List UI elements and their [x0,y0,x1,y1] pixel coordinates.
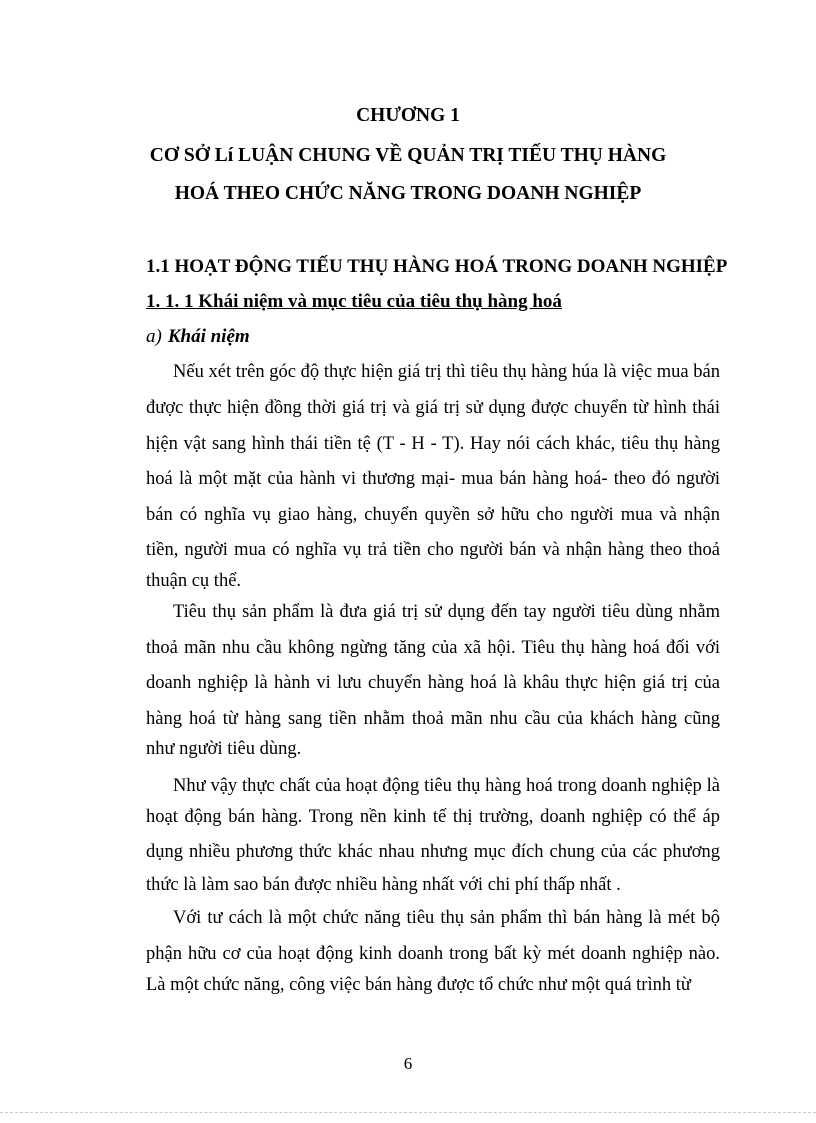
page-number: 6 [403,1054,413,1073]
item-title: Khái niệm [167,326,250,347]
chapter-title-line-2: HOÁ THEO CHỨC NĂNG TRONG DOANH NGHIỆP [174,183,642,204]
subsection-heading: 1. 1. 1 Khái niệm và mục tiêu của tiêu thụ hàng hoá [146,291,562,312]
paragraph-line: thuận cụ thể. [146,571,242,591]
paragraph-line: hoạt động bán hàng. Trong nền kinh tế thị trường, doanh nghiệp có thể áp [146,807,720,827]
paragraph-line: tiền, người mua có nghĩa vụ trả tiền cho người bán và nhận hàng theo thoả [146,540,720,560]
paragraph-line: Là một chức năng, công việc bán hàng được tổ chức như một quá trình từ [146,975,691,995]
paragraph-line: doanh nghiệp là hành vi lưu chuyển hàng hoá là khâu thực hiện giá trị của [146,673,720,693]
page-bottom-divider [0,1112,816,1113]
section-heading: 1.1 HOẠT ĐỘNG TIẾU THỤ HÀNG HOÁ TRONG DOANH NGHIỆP [146,256,728,277]
paragraph-line: hàng hoá từ hàng sang tiền nhằm thoả mãn nhu cầu của khách hàng cũng [146,709,720,729]
item-marker: a) [146,326,162,347]
paragraph-line: Nếu xét trên góc độ thực hiện giá trị thì tiêu thụ hàng húa là việc mua bán [173,362,720,382]
paragraph-line: hịện vật sang hình thái tiền tệ (T - H - T). Hay nói cách khác, tiêu thụ hàng [146,434,720,454]
paragraph-line: dụng nhiều phương thức khác nhau nhưng mục đích chung của các phương [146,842,720,862]
chapter-title-line-1: CƠ SỞ Lí LUẬN CHUNG VỀ QUẢN TRỊ TIẾU THỤ HÀNG [149,145,667,166]
item-heading [146,325,250,349]
paragraph-line: thoả mãn nhu cầu không ngừng tăng của xã hội. Tiêu thụ hàng hoá đối với [146,638,720,658]
chapter-number: CHƯƠNG 1 [356,105,460,126]
paragraph-line: hoá là một mặt của hành vi thương mại- mua bán hàng hoá- theo đó người [146,469,720,489]
paragraph-line: bán có nghĩa vụ giao hàng, chuyển quyền sở hữu cho người mua và nhận [146,505,720,525]
paragraph-line: như người tiêu dùng. [146,739,302,759]
paragraph-line: được thực hiện đồng thời giá trị và giá trị sử dụng được chuyển từ hình thái [146,398,720,418]
paragraph-line: Với tư cách là một chức năng tiêu thụ sản phẩm thì bán hàng là mét bộ [173,908,720,928]
paragraph-line: phận hữu cơ của hoạt động kinh doanh trong bất kỳ mét doanh nghiệp nào. [146,944,720,964]
paragraph-line: Tiêu thụ sản phẩm là đưa giá trị sử dụng đến tay người tiêu dùng nhằm [173,602,720,622]
paragraph-line: Như vậy thực chất của hoạt động tiêu thụ hàng hoá trong doanh nghiệp là [173,776,720,796]
paragraph-line: thức là làm sao bán được nhiều hàng nhất với chi phí thấp nhất . [146,875,621,895]
